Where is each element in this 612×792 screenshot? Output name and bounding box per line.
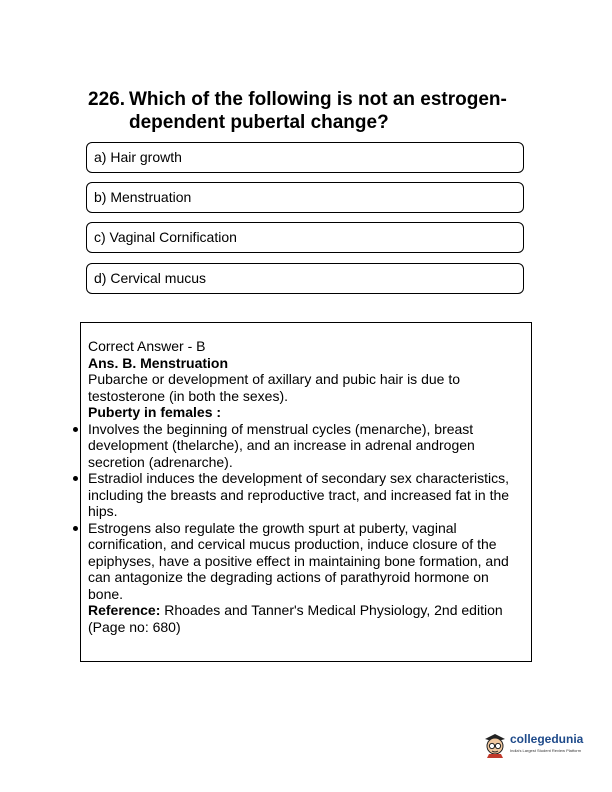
option-a[interactable]: a) Hair growth [86,142,524,173]
bullet-dot-icon [73,526,78,531]
option-c[interactable]: c) Vaginal Cornification [86,222,524,253]
bullet-text: Estrogens also regulate the growth spurt at puberty, vaginal cornification, and cervical mucus production, induce closure of the epiphyses, have a positive effect in maintaining bone formation, and can antagonize the degrading actions of parathyroid hormone on bone. [88,519,509,602]
reference-text: Rhoades and Tanner's Medical Physiology, 2nd edition (Page no: 680) [88,602,503,635]
correct-answer-line: Correct Answer - B [88,338,206,354]
logo-tagline: India's Largest Student Review Platform [510,748,582,753]
bullet-item [88,421,521,471]
bullet-dot-icon [73,427,78,432]
question-text: Which of the following is not an estrogen-dependent pubertal change? [129,89,507,133]
bullet-text: Estradiol induces the development of secondary sex characteristics, including the breasts and reproductive tract, and increased fat in the hips. [88,470,510,519]
bullet-item [88,470,521,520]
answer-heading: Ans. B. Menstruation [88,354,229,371]
answer-box [80,322,532,662]
collegedunia-logo[interactable] [482,730,600,760]
answer-bullet-list [88,421,521,603]
question-number: 226. [88,89,125,110]
question [88,88,528,134]
option-b[interactable]: b) Menstruation [86,182,524,213]
mascot-icon [482,730,508,758]
bullet-text: Involves the beginning of menstrual cycles (menarche), breast development (thelarche), and an increase in adrenal androgen secretion (adrenarche). [88,420,475,470]
reference [88,602,521,635]
answer-subheading: Puberty in females : [88,404,222,420]
logo-name: collegedunia [510,732,584,746]
answer-intro: Pubarche or development of axillary and pubic hair is due to testosterone (in both the sexes). [88,371,460,404]
bullet-item [88,520,521,603]
option-d[interactable]: d) Cervical mucus [86,263,524,294]
bullet-dot-icon [73,476,78,481]
reference-label: Reference: [88,602,161,618]
